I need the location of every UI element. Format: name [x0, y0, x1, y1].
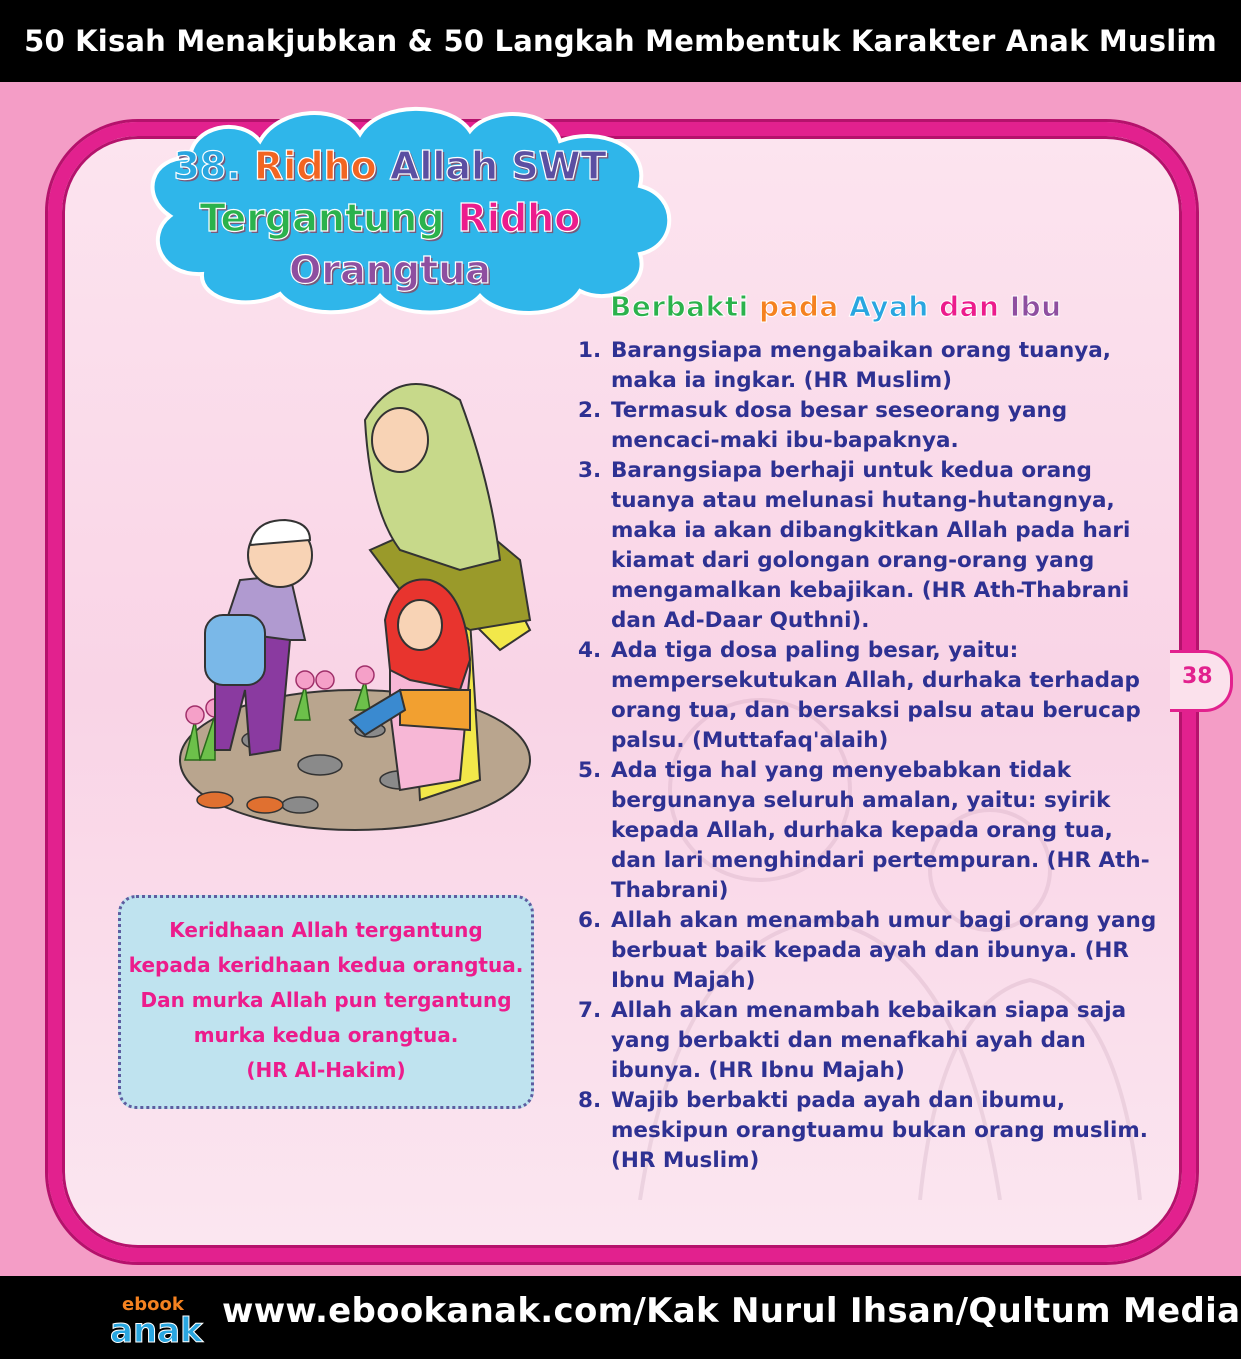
title-word-ridho-2: Ridho: [457, 196, 581, 240]
item-text: Ada tiga hal yang menyebabkan tidak bergunanya seluruh amalan, yaitu: syirik kepada Allah, durhaka kepada orang tua, dan lari menghindari pertempuran. (HR Ath-Thabrani): [611, 758, 1150, 903]
item-number: 5.: [578, 758, 602, 783]
heading-word-5: Ibu: [1009, 290, 1062, 323]
list-item: [578, 396, 1158, 456]
family-illustration: [170, 360, 540, 840]
list-item: [578, 996, 1158, 1086]
item-text: Barangsiapa mengabaikan orang tuanya, maka ia ingkar. (HR Muslim): [611, 338, 1111, 393]
item-number: 1.: [578, 338, 602, 363]
item-text: Allah akan menambah kebaikan siapa saja yang berbakti dan menafkahi ayah dan ibunya. (HR Ibnu Majah): [611, 998, 1127, 1083]
quote-line-1: Keridhaan Allah tergantung: [169, 918, 483, 942]
ebookanak-logo: [108, 1290, 218, 1346]
quote-line-4: murka kedua orangtua.: [193, 1023, 459, 1047]
list-item: [578, 456, 1158, 636]
page-number: 38: [1182, 664, 1213, 689]
header-bar: [0, 0, 1241, 82]
item-text: Allah akan menambah umur bagi orang yang berbuat baik kepada ayah dan ibunya. (HR Ibnu Majah): [611, 908, 1157, 993]
section-heading: [610, 290, 1062, 323]
hadith-list: [578, 336, 1158, 1176]
chapter-title: [150, 140, 630, 296]
list-item: [578, 1086, 1158, 1176]
heading-word-3: Ayah: [849, 290, 929, 323]
quote-line-3: Dan murka Allah pun tergantung: [140, 988, 512, 1012]
item-number: 7.: [578, 998, 602, 1023]
list-item: [578, 906, 1158, 996]
item-number: 2.: [578, 398, 602, 423]
heading-word-4: dan: [939, 290, 1000, 323]
heading-word-1: Berbakti: [610, 290, 749, 323]
quote-source: (HR Al-Hakim): [246, 1058, 406, 1082]
item-number: 8.: [578, 1088, 602, 1113]
item-number: 4.: [578, 638, 602, 663]
item-text: Wajib berbakti pada ayah dan ibumu, meskipun orangtuamu bukan orang muslim. (HR Muslim): [611, 1088, 1148, 1173]
item-text: Barangsiapa berhaji untuk kedua orang tuanya atau melunasi hutang-hutangnya, maka ia akan dibangkitkan Allah pada hari kiamat dari golongan orang-orang yang mengamalkan kebajikan. (HR Ath-Thabrani dan Ad-Daar Quthni).: [611, 458, 1131, 633]
list-item: [578, 756, 1158, 906]
logo-word-anak: anak: [110, 1311, 203, 1346]
title-word-ridho: Ridho: [254, 144, 377, 188]
title-word-allah: Allah SWT: [389, 144, 607, 188]
list-item: [578, 636, 1158, 756]
heading-word-2: pada: [758, 290, 839, 323]
item-number: 3.: [578, 458, 602, 483]
item-text: Ada tiga dosa paling besar, yaitu: mempersekutukan Allah, durhaka terhadap orang tua, dan bersaksi palsu atau berucap palsu. (Muttafaq'alaih): [611, 638, 1141, 753]
item-text: Termasuk dosa besar seseorang yang mencaci-maki ibu-bapaknya.: [611, 398, 1068, 453]
list-item: [578, 336, 1158, 396]
logo-word-ebook: ebook: [122, 1294, 184, 1315]
title-word-tergantung: Tergantung: [199, 196, 445, 240]
chapter-number: 38.: [173, 144, 241, 188]
hadith-quote: [118, 913, 534, 1088]
footer-text: www.ebookanak.com/Kak Nurul Ihsan/Qultum Media: [222, 1291, 1241, 1331]
book-title: 50 Kisah Menakjubkan & 50 Langkah Membentuk Karakter Anak Muslim: [24, 24, 1217, 58]
quote-line-2: kepada keridhaan kedua orangtua.: [128, 953, 524, 977]
item-number: 6.: [578, 908, 602, 933]
title-word-orangtua: Orangtua: [289, 248, 491, 292]
